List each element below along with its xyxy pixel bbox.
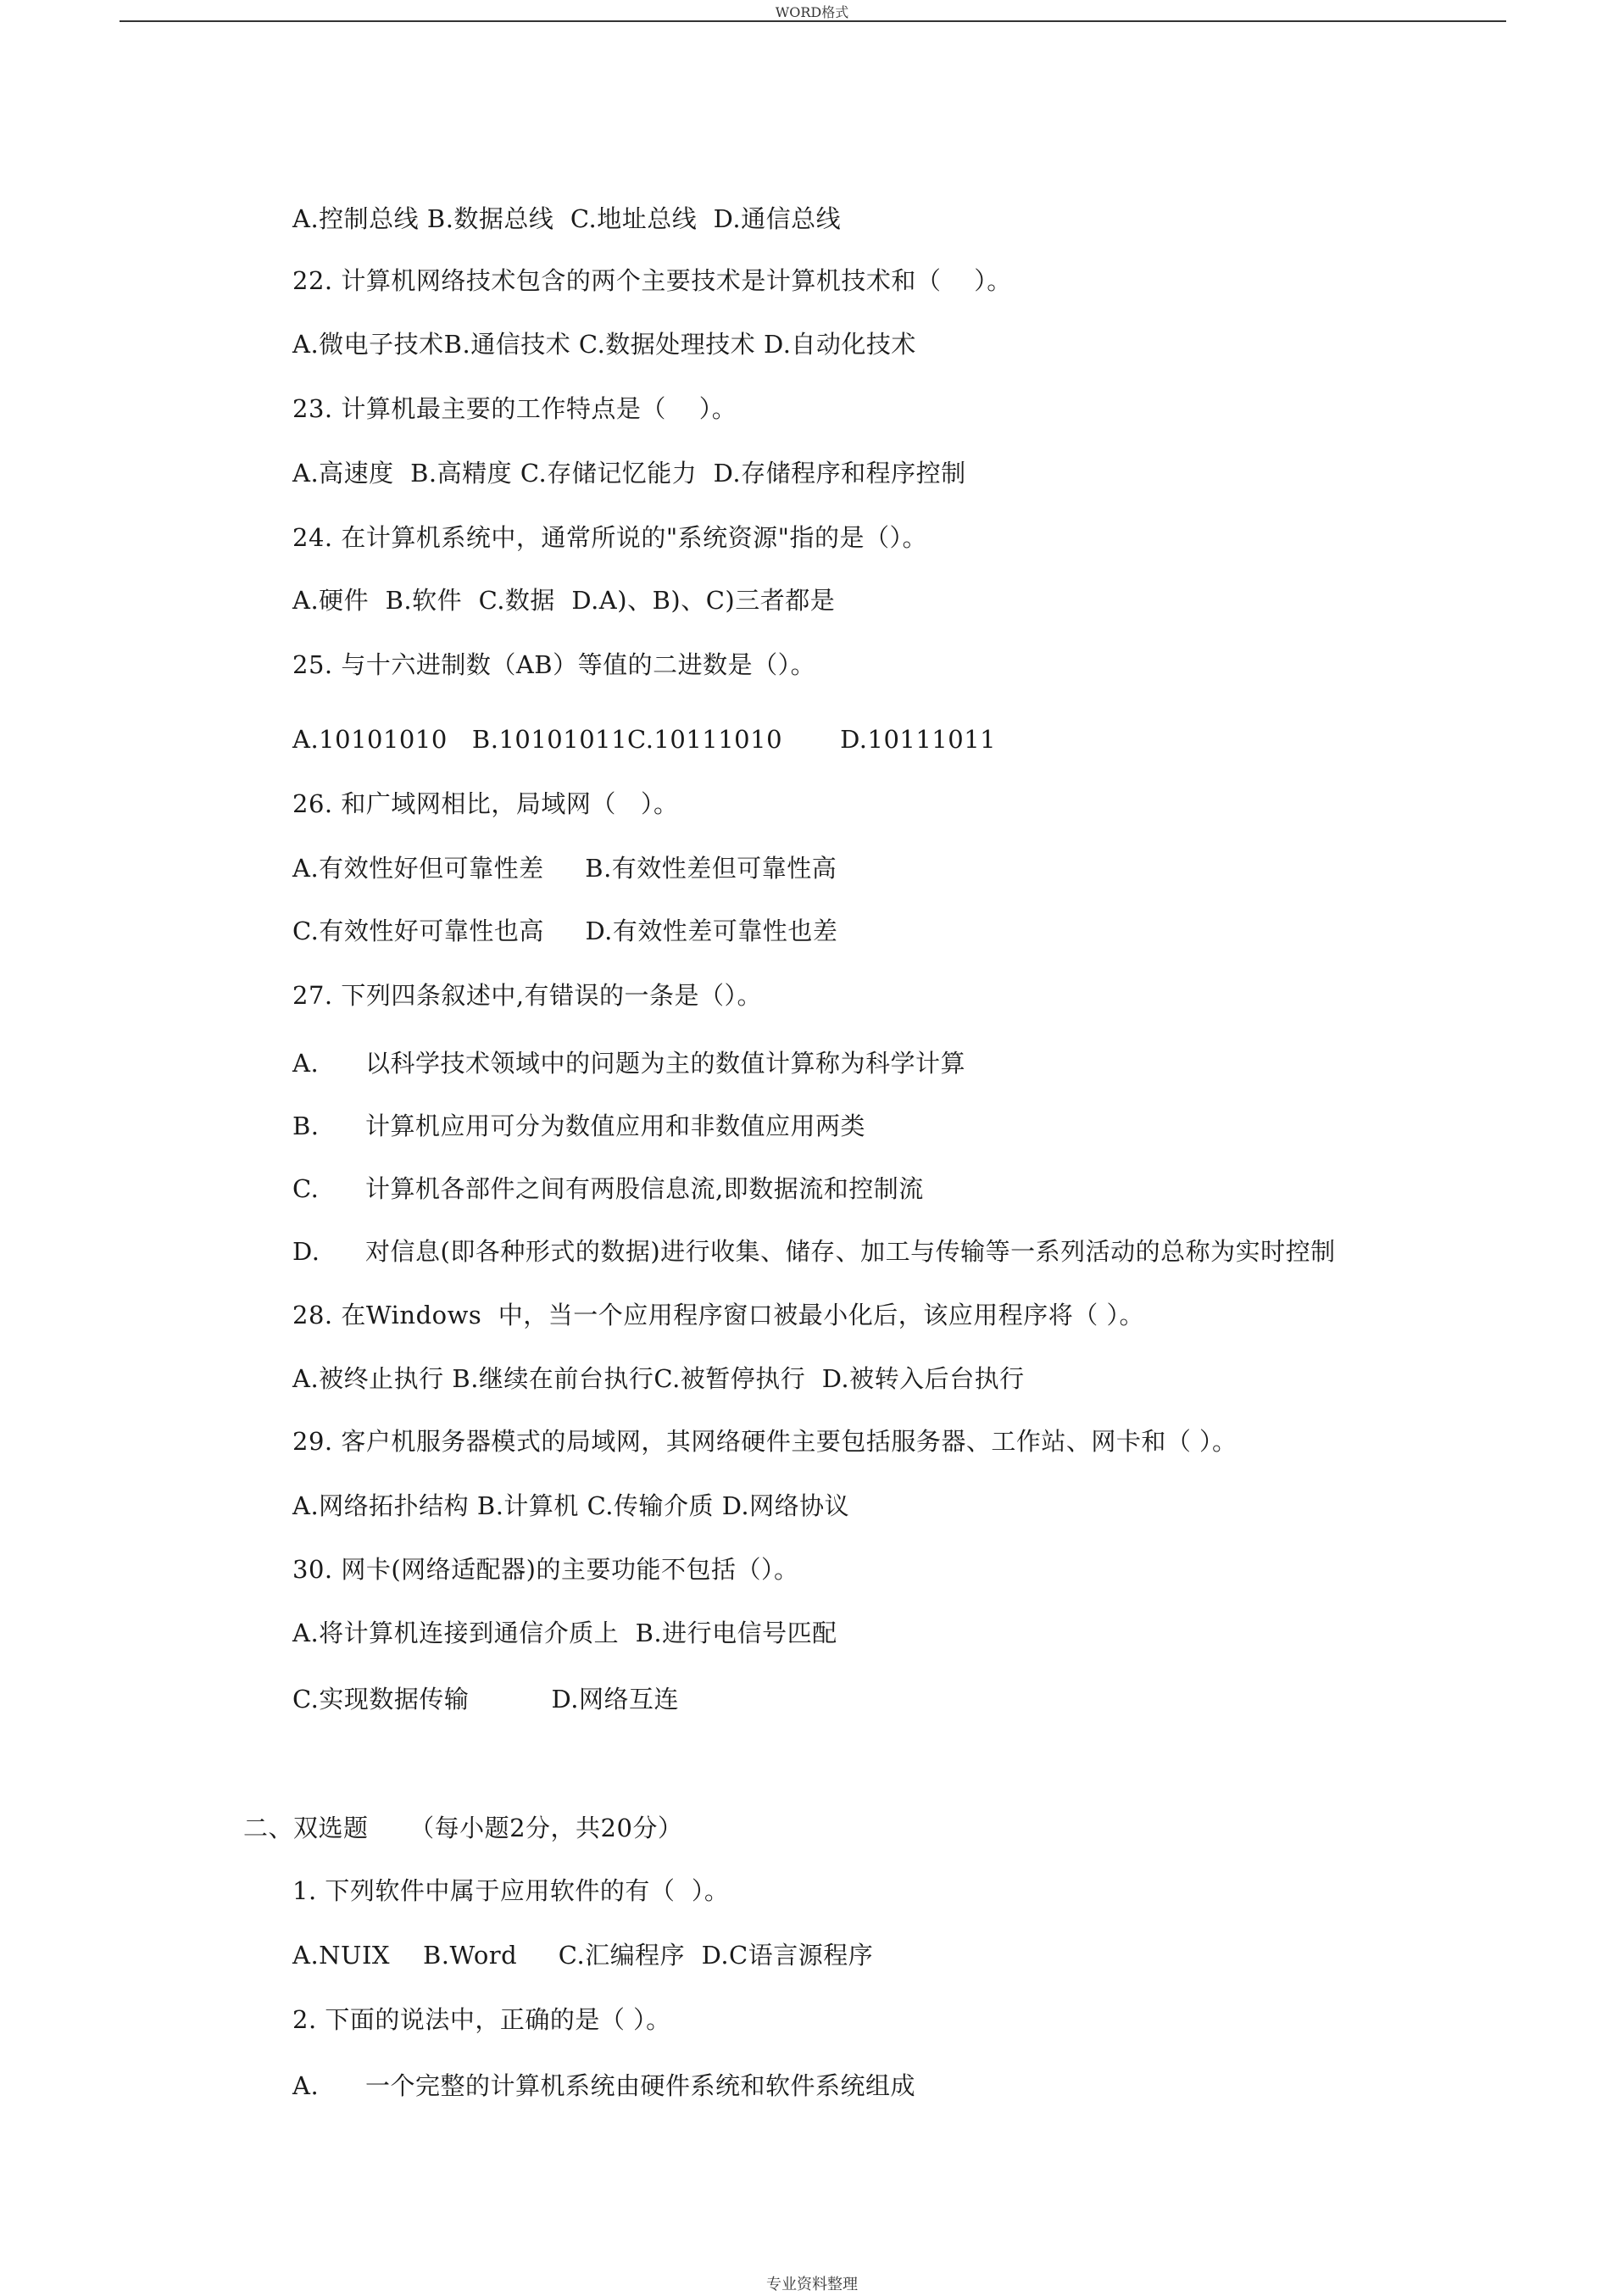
- dq1-stem: 1. 下列软件中属于应用软件的有（ ）。: [292, 1876, 730, 1905]
- q23-stem: 23. 计算机最主要的工作特点是（ ）。: [292, 394, 737, 423]
- option-label: B.: [292, 1112, 320, 1140]
- q29-options: A.网络拓扑结构 B.计算机 C.传输介质 D.网络协议: [292, 1491, 850, 1520]
- dq2-option-a: [292, 2070, 915, 2101]
- q27-stem: 27. 下列四条叙述中,有错误的一条是（）。: [292, 981, 763, 1010]
- q26-options-ab: A.有效性好但可靠性差 B.有效性差但可靠性高: [292, 854, 837, 883]
- option-label: C.: [292, 1174, 320, 1203]
- q26-stem: 26. 和广域网相比，局域网（ ）。: [292, 789, 679, 818]
- q27-option-d: [292, 1236, 1336, 1267]
- q22-options: A.微电子技术B.通信技术 C.数据处理技术 D.自动化技术: [292, 330, 916, 359]
- q25-options: A.10101010 B.10101011C.10111010 D.10111011: [292, 725, 997, 754]
- q25-stem: 25. 与十六进制数（AB）等值的二进数是（）。: [292, 650, 816, 679]
- option-label: A.: [292, 1049, 320, 1078]
- header-divider: [120, 20, 1506, 22]
- q27-option-a: [292, 1048, 965, 1078]
- option-text: 对信息(即各种形式的数据)进行收集、储存、加工与传输等一系列活动的总称为实时控制: [365, 1237, 1336, 1266]
- page-footer: 专业资料整理: [766, 2276, 858, 2293]
- dq2-stem: 2. 下面的说法中，正确的是（ ）。: [292, 2005, 671, 2034]
- q24-options: A.硬件 B.软件 C.数据 D.A)、B)、C)三者都是: [292, 586, 836, 615]
- option-text: 一个完整的计算机系统由硬件系统和软件系统组成: [365, 2071, 916, 2100]
- option-label: A.: [292, 2071, 320, 2100]
- q29-stem: 29. 客户机服务器模式的局域网，其网络硬件主要包括服务器、工作站、网卡和（ ）。: [292, 1427, 1237, 1456]
- option-label: D.: [292, 1237, 320, 1266]
- option-text: 计算机应用可分为数值应用和非数值应用两类: [365, 1112, 866, 1140]
- q27-option-b: [292, 1111, 865, 1141]
- q26-options-cd: C.有效性好可靠性也高 D.有效性差可靠性也差: [292, 917, 838, 945]
- dq1-options: A.NUIX B.Word C.汇编程序 D.C语言源程序: [292, 1941, 874, 1970]
- q23-options: A.高速度 B.高精度 C.存储记忆能力 D.存储程序和程序控制: [292, 459, 966, 488]
- q27-option-c: [292, 1173, 924, 1204]
- q21-options: A.控制总线 B.数据总线 C.地址总线 D.通信总线: [292, 204, 842, 233]
- page-header: WORD格式: [775, 4, 849, 20]
- option-text: 计算机各部件之间有两股信息流,即数据流和控制流: [365, 1174, 924, 1203]
- section-heading-double-choice: 二、双选题 （每小题2分，共20分）: [243, 1814, 683, 1842]
- q30-options-ab: A.将计算机连接到通信介质上 B.进行电信号匹配: [292, 1619, 837, 1647]
- q28-options: A.被终止执行 B.继续在前台执行C.被暂停执行 D.被转入后台执行: [292, 1364, 1025, 1393]
- q30-stem: 30. 网卡(网络适配器)的主要功能不包括（）。: [292, 1555, 799, 1584]
- q22-stem: 22. 计算机网络技术包含的两个主要技术是计算机技术和（ ）。: [292, 266, 1012, 295]
- q28-stem: 28. 在Windows 中，当一个应用程序窗口被最小化后，该应用程序将（ ）。: [292, 1301, 1144, 1329]
- q30-options-cd: C.实现数据传输 D.网络互连: [292, 1685, 679, 1714]
- option-text: 以科学技术领域中的问题为主的数值计算称为科学计算: [365, 1049, 966, 1078]
- q24-stem: 24. 在计算机系统中，通常所说的"系统资源"指的是（）。: [292, 523, 928, 552]
